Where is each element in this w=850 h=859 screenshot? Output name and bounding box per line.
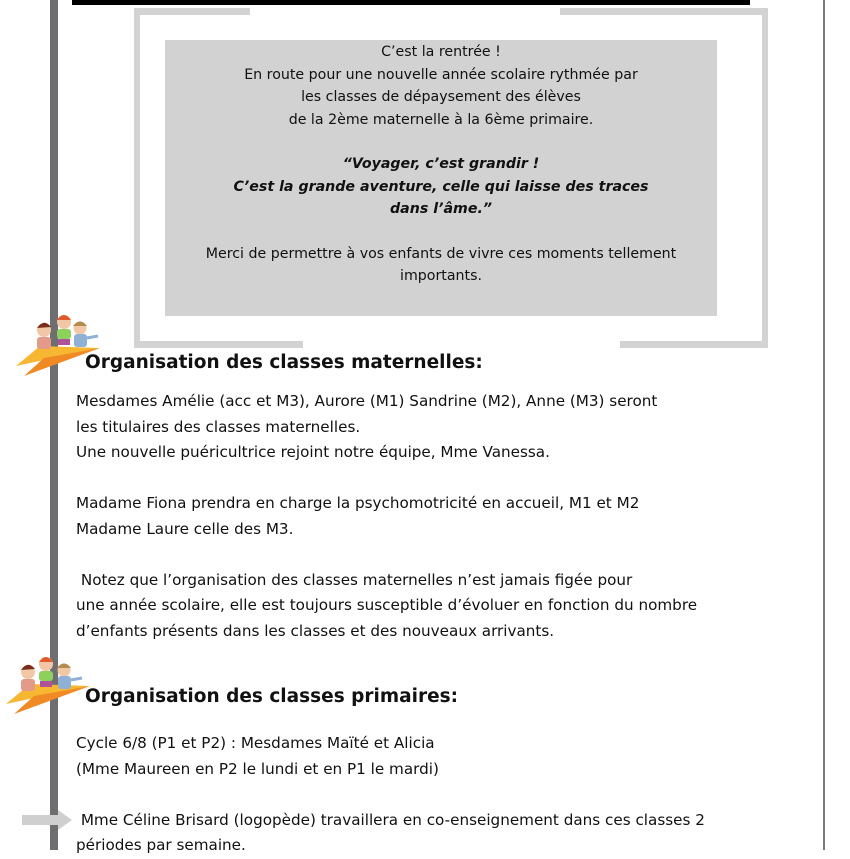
body-line: Mme Céline Brisard (logopède) travaillera en co-enseignement dans ces classes 2 <box>76 810 705 829</box>
quote-line: dans l’âme.” <box>390 201 492 217</box>
right-margin-rule <box>823 0 825 850</box>
body-line: Notez que l’organisation des classes maternelles n’est jamais figée pour <box>76 570 633 589</box>
primaires-body <box>76 731 816 859</box>
quote-line: C’est la grande aventure, celle qui laisse des traces <box>233 178 649 195</box>
thanks-line: importants. <box>400 268 482 284</box>
body-line: (Mme Maureen en P2 le lundi et en P1 le mardi) <box>76 759 439 778</box>
header-black-bar <box>72 0 750 5</box>
left-margin-rule <box>50 0 58 850</box>
gray-arrow-icon <box>22 810 74 830</box>
body-line: Madame Fiona prendra en charge la psychomotricité en accueil, M1 et M2 <box>76 494 640 512</box>
body-line: Mesdames Amélie (acc et M3), Aurore (M1) Sandrine (M2), Anne (M3) seront <box>76 392 658 410</box>
body-line: une année scolaire, elle est toujours susceptible d’évoluer en fonction du nombre <box>76 596 698 614</box>
thanks-line: Merci de permettre à vos enfants de vivre ces moments tellement <box>205 245 677 262</box>
section-title-maternelles: Organisation des classes maternelles: <box>85 352 483 373</box>
intro-line: les classes de dépaysement des élèves <box>301 89 581 105</box>
body-line <box>76 542 816 568</box>
kids-on-paper-plane-icon <box>4 642 90 718</box>
body-line: Une nouvelle puéricultrice rejoint notre équipe, Mme Vanessa. <box>76 443 550 461</box>
maternelles-body <box>76 389 816 644</box>
body-line: les titulaires des classes maternelles. <box>76 417 361 436</box>
body-line <box>76 466 816 492</box>
intro-line: C’est la rentrée ! <box>381 44 501 60</box>
intro-line: de la 2ème maternelle à la 6ème primaire. <box>288 111 594 128</box>
section-title-primaires: Organisation des classes primaires: <box>85 686 459 707</box>
quote-line: “Voyager, c’est grandir ! <box>342 156 540 172</box>
body-line: périodes par semaine. <box>76 836 246 854</box>
body-line <box>76 782 816 808</box>
body-line: Madame Laure celle des M3. <box>76 519 294 538</box>
intro-box <box>165 40 717 316</box>
intro-line: En route pour une nouvelle année scolaire rythmée par <box>244 66 638 83</box>
body-line: Cycle 6/8 (P1 et P2) : Mesdames Maïté et Alicia <box>76 734 435 752</box>
body-line: d’enfants présents dans les classes et des nouveaux arrivants. <box>76 621 555 640</box>
